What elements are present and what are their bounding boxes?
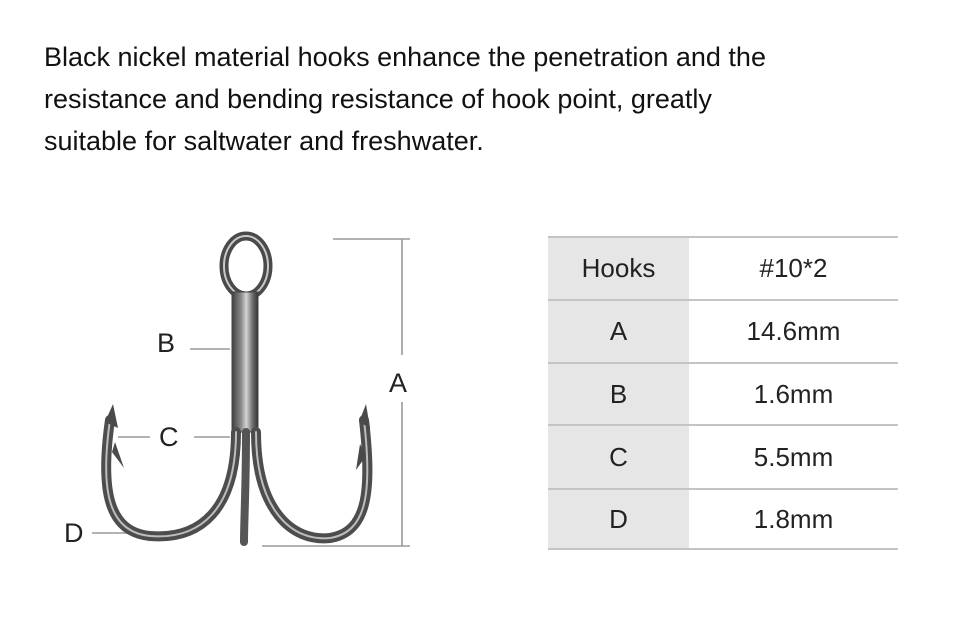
description-line-3: suitable for saltwater and freshwater.: [44, 126, 484, 156]
dimension-label-b: B: [157, 328, 176, 358]
hook-eye: [224, 236, 268, 296]
table-row: [548, 237, 898, 300]
dimension-label-c: C: [159, 422, 179, 452]
description-line-1: Black nickel material hooks enhance the penetration and the: [44, 42, 766, 72]
table-row: [548, 425, 898, 489]
spec-key: D: [548, 489, 689, 549]
description-line-2: resistance and bending resistance of hook point, greatly: [44, 84, 712, 114]
spec-key: C: [548, 425, 689, 489]
product-description: [44, 36, 924, 162]
spec-key: A: [548, 300, 689, 363]
dimension-label-a: A: [389, 368, 408, 398]
hook-diagram: [0, 220, 460, 570]
table-row: [548, 300, 898, 363]
table-row: [548, 363, 898, 425]
spec-value: 1.6mm: [689, 363, 898, 425]
dimension-label-d: D: [64, 518, 84, 548]
spec-key: Hooks: [548, 237, 689, 300]
spec-value: 5.5mm: [689, 425, 898, 489]
spec-table: [548, 236, 898, 550]
table-row: [548, 489, 898, 549]
spec-key: B: [548, 363, 689, 425]
spec-value: 14.6mm: [689, 300, 898, 363]
spec-value: #10*2: [689, 237, 898, 300]
spec-value: 1.8mm: [689, 489, 898, 549]
